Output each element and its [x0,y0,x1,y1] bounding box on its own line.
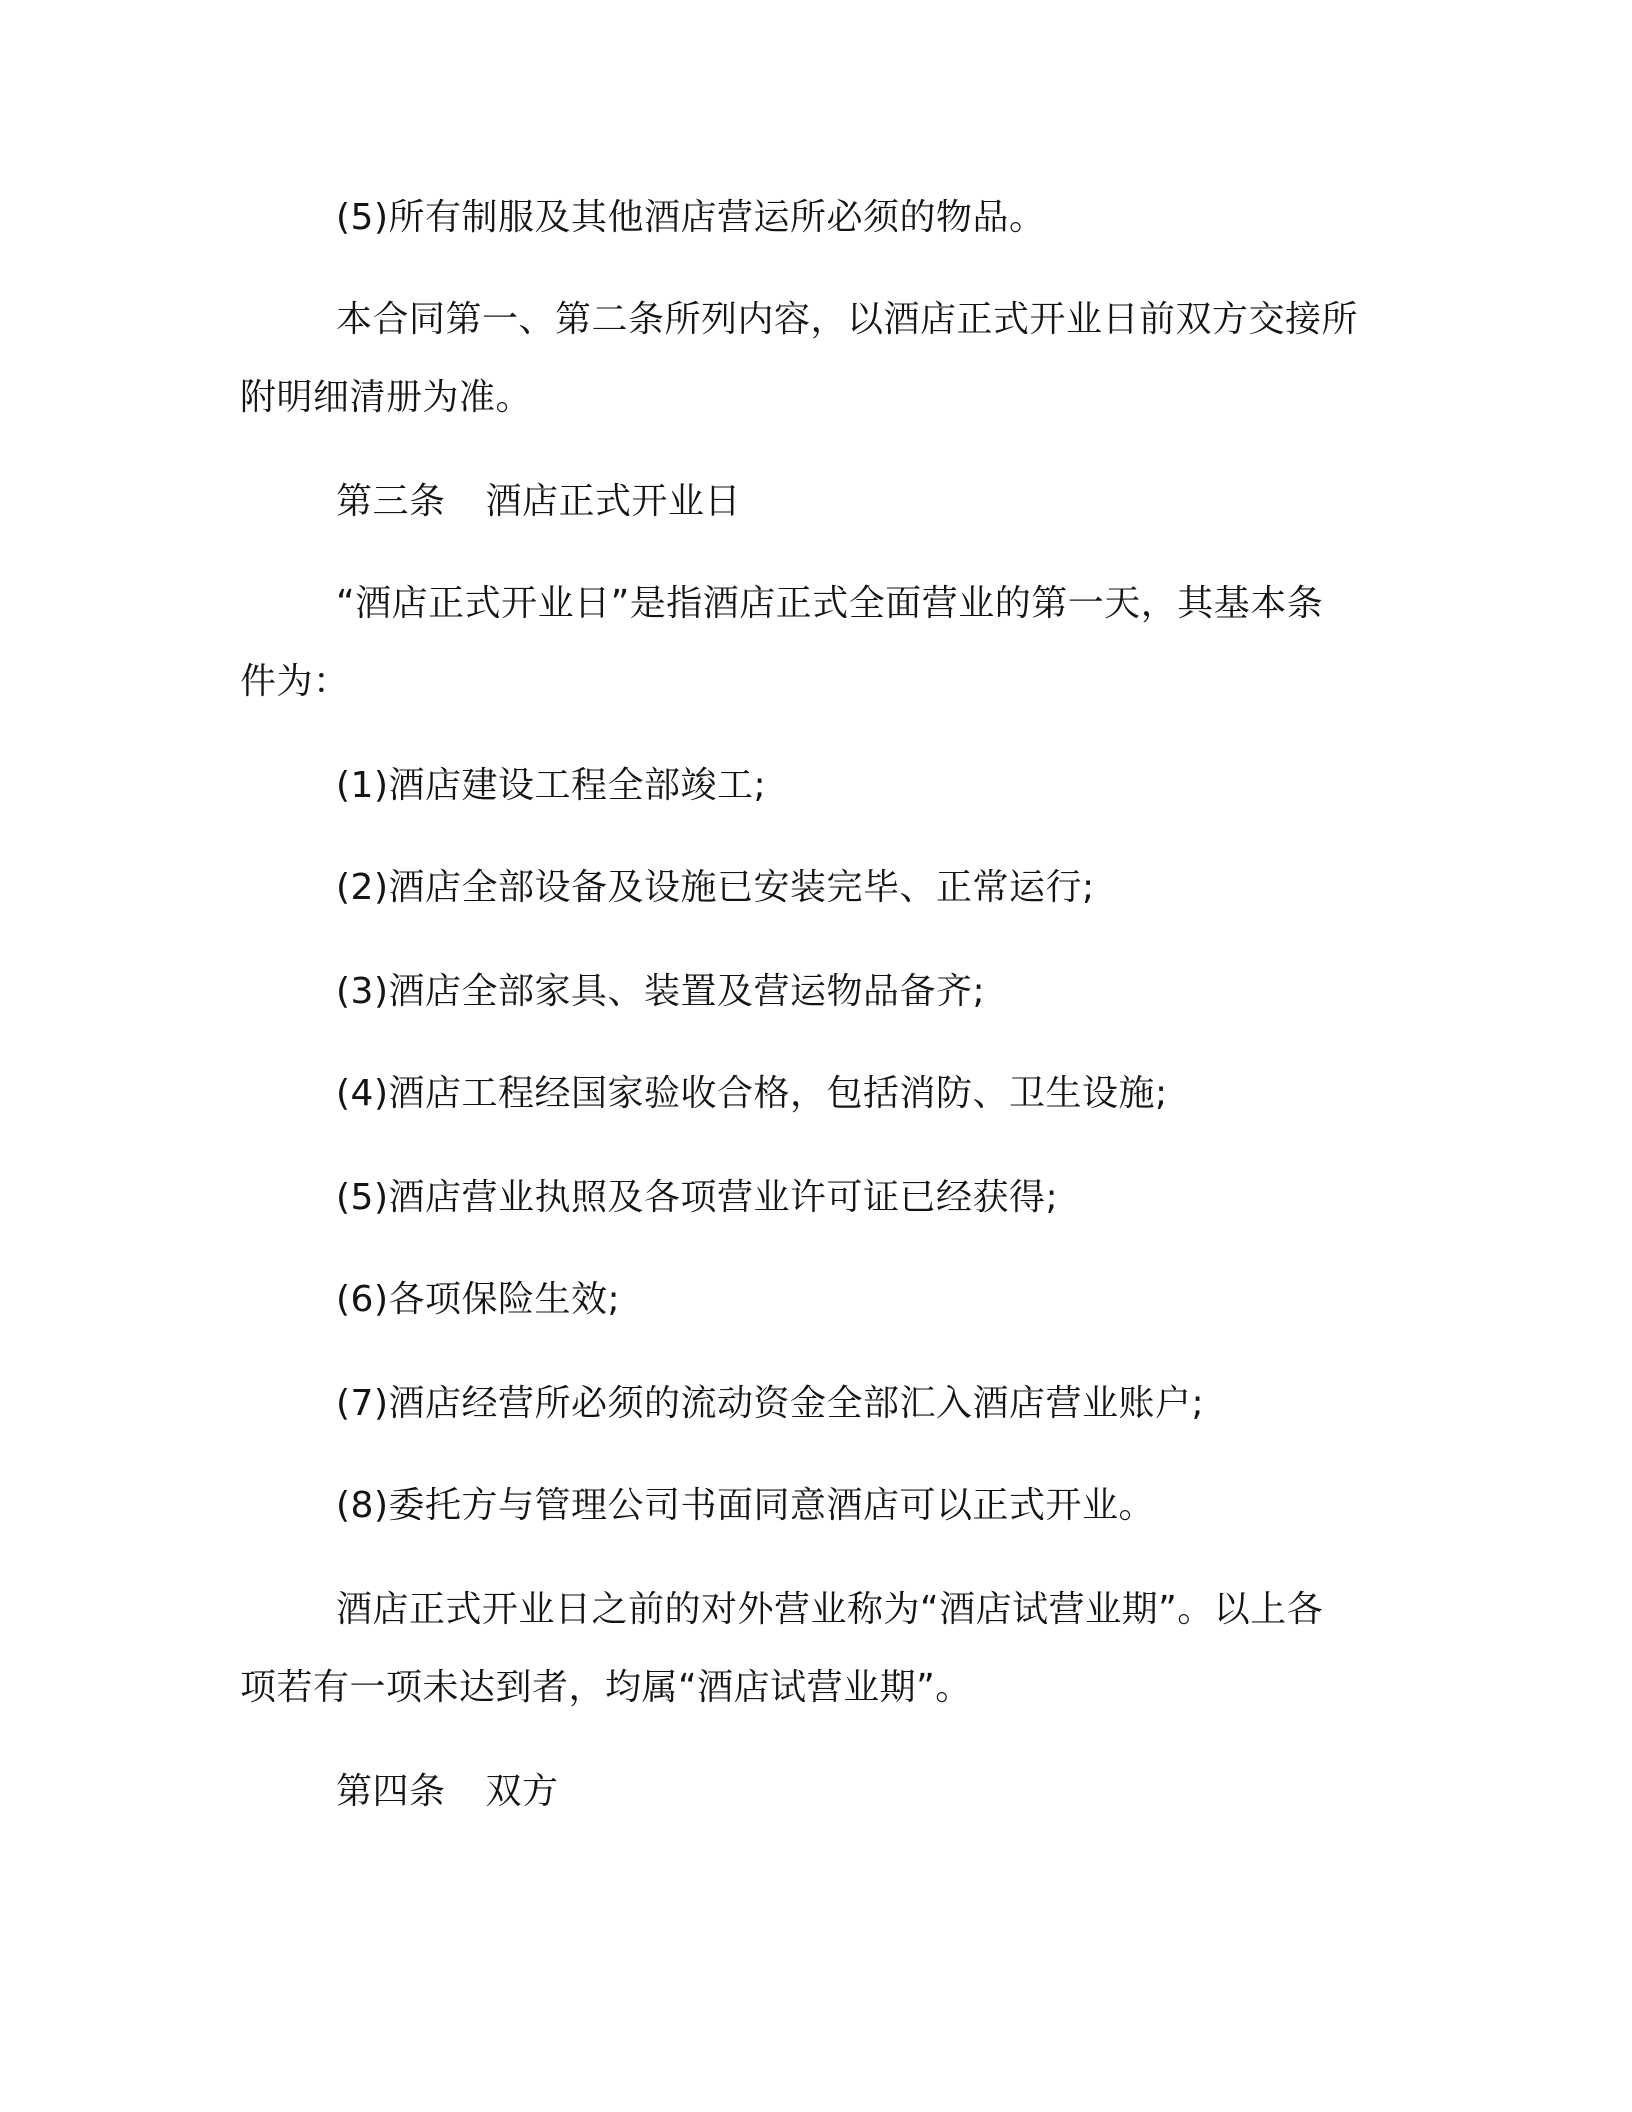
text-line-item-5-uniforms: (5)所有制服及其他酒店营运所必须的物品。 [336,197,1046,238]
text-line-condition-3: (3)酒店全部家具、装置及营运物品备齐; [336,971,986,1012]
text-line-condition-6: (6)各项保险生效; [336,1279,621,1320]
article-4-number: 第四条 [336,1771,446,1812]
text-line-contract-scope-cont: 附明细清册为准。 [240,377,533,418]
text-line-condition-7: (7)酒店经营所必须的流动资金全部汇入酒店营业账户; [336,1383,1205,1424]
article-3-heading [336,480,1486,524]
text-line-trial-period-cont: 项若有一项未达到者，均属“酒店试营业期”。 [240,1667,972,1708]
text-line-contract-scope: 本合同第一、第二条所列内容，以酒店正式开业日前双方交接所 [336,299,1359,340]
text-line-condition-4: (4)酒店工程经国家验收合格，包括消防、卫生设施; [336,1073,1168,1114]
text-line-condition-1: (1)酒店建设工程全部竣工; [336,765,767,806]
text-line-condition-2: (2)酒店全部设备及设施已安装完毕、正常运行; [336,867,1095,908]
article-4-heading [336,1770,1486,1814]
text-line-opening-day-definition-cont: 件为： [240,661,350,702]
article-3-number: 第三条 [336,481,446,522]
text-line-trial-period: 酒店正式开业日之前的对外营业称为“酒店试营业期”。以上各 [336,1589,1324,1630]
text-line-condition-8: (8)委托方与管理公司书面同意酒店可以正式开业。 [336,1485,1155,1526]
article-4-title: 双方 [485,1771,559,1812]
article-3-title: 酒店正式开业日 [485,481,742,522]
text-line-condition-5: (5)酒店营业执照及各项营业许可证已经获得; [336,1177,1059,1218]
text-line-opening-day-definition: “酒店正式开业日”是指酒店正式全面营业的第一天，其基本条 [336,583,1324,624]
